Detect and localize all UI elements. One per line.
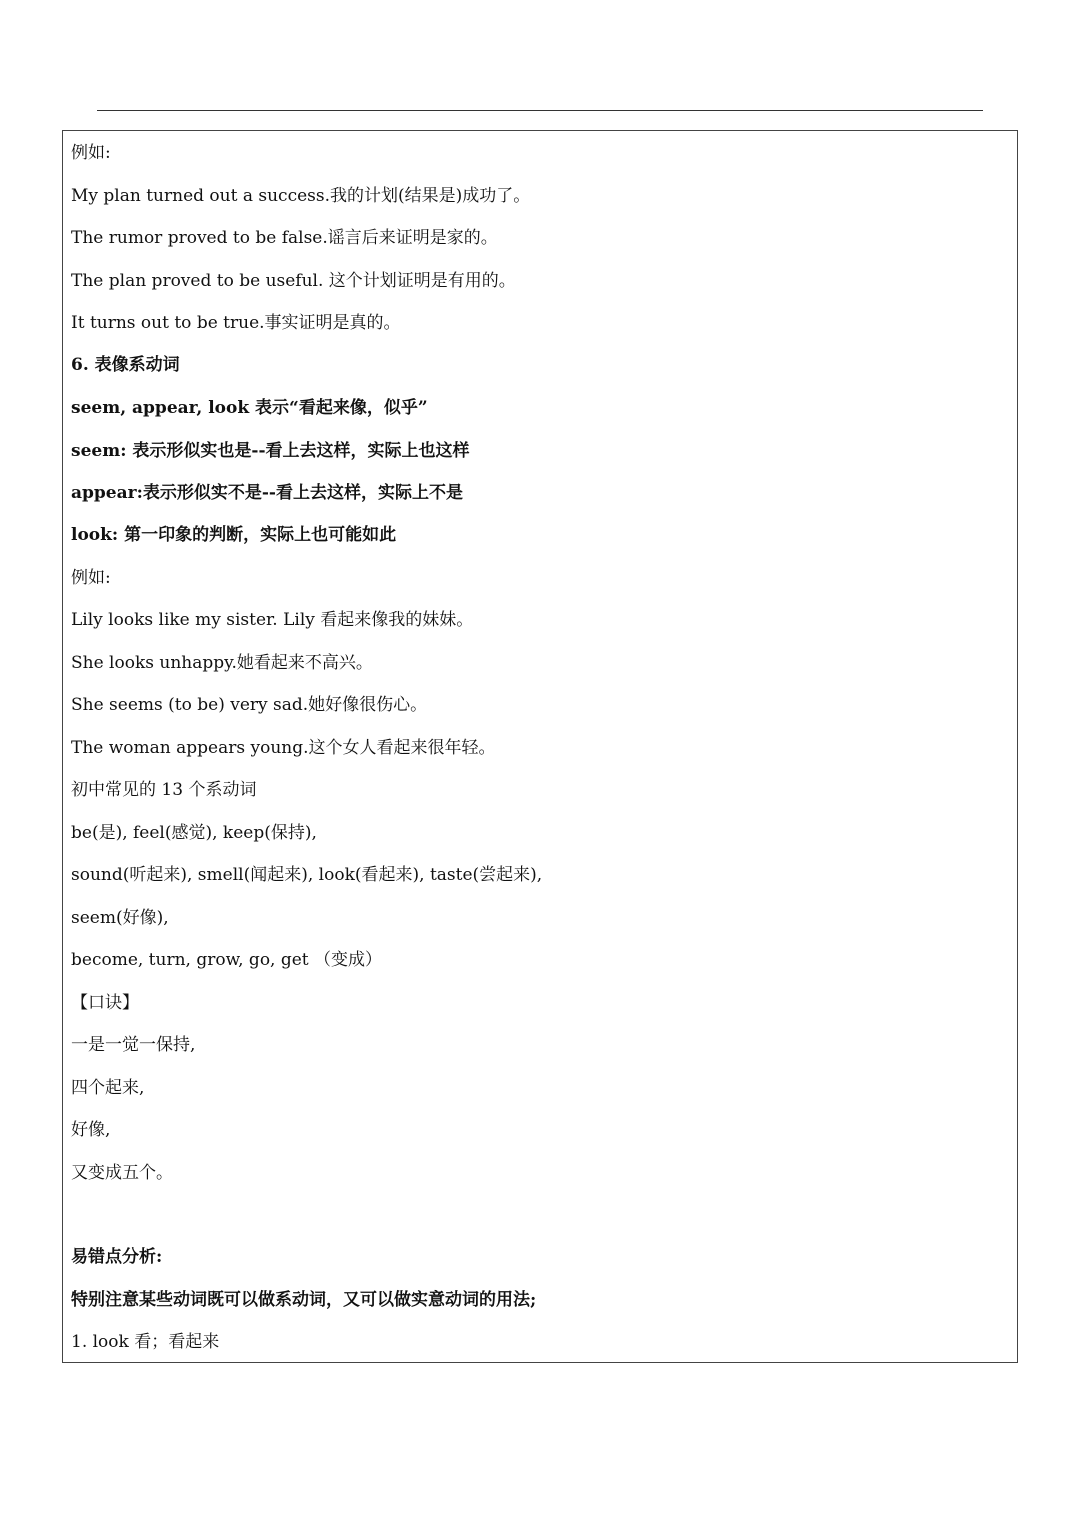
text-line-verbs-3: seem(好像),	[71, 908, 169, 928]
text-line-appear-def: appear:表示形似实不是--看上去这样，实际上不是	[71, 483, 463, 503]
text-line-example-label-2: 例如:	[71, 568, 111, 588]
text-line-example-8: The woman appears young.这个女人看起来很年轻。	[71, 738, 496, 758]
text-line-example-2: The rumor proved to be false.谣言后来证明是家的。	[71, 228, 498, 248]
text-line-example-4: It turns out to be true.事实证明是真的。	[71, 313, 401, 333]
text-line-example-6: She looks unhappy.她看起来不高兴。	[71, 653, 373, 673]
text-line-mnemonic-1: 一是一觉一保持,	[71, 1035, 196, 1055]
text-line-look-item: 1. look 看；看起来	[71, 1332, 220, 1352]
text-line-errors-note: 特别注意某些动词既可以做系动词，又可以做实意动词的用法;	[71, 1290, 537, 1310]
text-line-mnemonic-heading: 【口诀】	[71, 993, 139, 1013]
text-line-mnemonic-3: 好像,	[71, 1120, 111, 1140]
text-line-verb-list: seem, appear, look 表示“看起来像，似乎”	[71, 398, 428, 418]
text-line-example-3: The plan proved to be useful. 这个计划证明是有用的。	[71, 271, 516, 291]
text-line-common-verbs: 初中常见的 13 个系动词	[71, 780, 257, 800]
text-line-verbs-4: become, turn, grow, go, get （变成）	[71, 950, 383, 970]
section-heading-errors: 易错点分析:	[71, 1247, 163, 1267]
text-line-verbs-2: sound(听起来), smell(闻起来), look(看起来), taste(尝起来),	[71, 865, 543, 885]
text-line-example-7: She seems (to be) very sad.她好像很伤心。	[71, 695, 428, 715]
header-rule	[97, 110, 983, 111]
text-line-mnemonic-2: 四个起来,	[71, 1078, 145, 1098]
text-line-mnemonic-4: 又变成五个。	[71, 1163, 173, 1183]
section-heading-6: 6. 表像系动词	[71, 355, 180, 375]
text-line-seem-def: seem: 表示形似实也是--看上去这样，实际上也这样	[71, 441, 470, 461]
text-line-look-def: look: 第一印象的判断，实际上也可能如此	[71, 525, 397, 545]
text-line-example-5: Lily looks like my sister. Lily 看起来像我的妹妹。	[71, 610, 474, 630]
text-line-example-label: 例如:	[71, 143, 111, 163]
text-line-example-1: My plan turned out a success.我的计划(结果是)成功了。	[71, 186, 531, 206]
text-line-verbs-1: be(是), feel(感觉), keep(保持),	[71, 823, 317, 843]
